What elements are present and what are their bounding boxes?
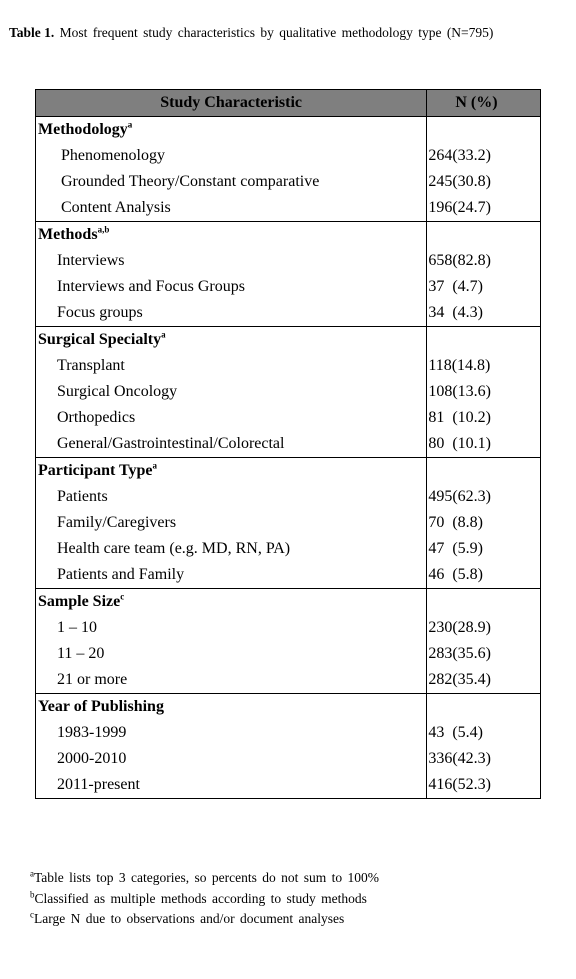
characteristics-table — [35, 89, 541, 799]
table-row — [36, 143, 541, 169]
table-row — [36, 667, 541, 694]
row-value: 81 (10.2) — [427, 405, 541, 431]
group-sample-size — [36, 589, 541, 694]
row-value: 658(82.8) — [427, 248, 541, 274]
row-label: Focus groups — [57, 304, 143, 321]
table-row — [36, 169, 541, 195]
footnote-c: $^c$Large N due to observations and/or document analyses — [30, 909, 345, 926]
row-value: 108(13.6) — [427, 379, 541, 405]
row-label: General/Gastrointestinal/Colorectal — [57, 435, 285, 452]
group-title: Participant Type$^a$ — [38, 460, 158, 479]
row-label: Health care team (e.g. MD, RN, PA) — [57, 540, 291, 557]
row-label: Grounded Theory/Constant comparative — [61, 173, 320, 190]
row-label: 1983-1999 — [57, 724, 127, 741]
table-row — [36, 379, 541, 405]
table-row — [36, 510, 541, 536]
row-label: 2000-2010 — [57, 750, 127, 767]
row-value: 230(28.9) — [427, 615, 541, 641]
table-caption — [9, 25, 569, 41]
row-label: Family/Caregivers — [57, 514, 177, 531]
row-label: 21 or more — [57, 671, 128, 688]
table-row — [36, 615, 541, 641]
group-surgical-specialty — [36, 327, 541, 458]
table-row — [36, 274, 541, 300]
header-n-percent: N (%) — [427, 90, 541, 117]
row-value: 196(24.7) — [427, 195, 541, 222]
footnote-b: $^b$Classified as multiple methods according to study methods — [30, 889, 367, 906]
table-row — [36, 195, 541, 222]
row-label: Patients and Family — [57, 566, 185, 583]
table-row — [36, 746, 541, 772]
table-row — [36, 248, 541, 274]
row-value: 43 (5.4) — [427, 720, 541, 746]
group-title: Year of Publishing — [38, 698, 164, 715]
row-label: Surgical Oncology — [57, 383, 178, 400]
group-title: Methodology$^a$ — [38, 119, 133, 138]
group-participant-type — [36, 458, 541, 589]
row-value: 336(42.3) — [427, 746, 541, 772]
row-label: Interviews and Focus Groups — [57, 278, 245, 295]
row-value: 495(62.3) — [427, 484, 541, 510]
caption-text: Most frequent study characteristics by qualitative methodology type (N=795) — [59, 25, 494, 40]
row-label: 1 – 10 — [57, 619, 97, 636]
row-value: 47 (5.9) — [427, 536, 541, 562]
header-row — [36, 90, 541, 117]
group-title: Methods$^{a,b}$ — [38, 224, 110, 243]
table-row — [36, 431, 541, 458]
table-row — [36, 484, 541, 510]
row-label: 11 – 20 — [57, 645, 105, 662]
row-value: 264(33.2) — [427, 143, 541, 169]
table-row — [36, 300, 541, 327]
group-methodology — [36, 117, 541, 222]
table-row — [36, 641, 541, 667]
table-row — [36, 772, 541, 799]
footnotes — [30, 868, 379, 930]
row-value: 282(35.4) — [427, 667, 541, 694]
row-value: 118(14.8) — [427, 353, 541, 379]
row-value: 46 (5.8) — [427, 562, 541, 589]
table-row — [36, 720, 541, 746]
row-value: 70 (8.8) — [427, 510, 541, 536]
caption-label: Table 1. — [9, 25, 55, 40]
header-study-characteristic: Study Characteristic — [36, 90, 427, 117]
group-title: Sample Size$^c$ — [38, 591, 125, 610]
row-label: Content Analysis — [61, 199, 171, 216]
table-row — [36, 562, 541, 589]
row-label: 2011-present — [57, 776, 140, 793]
table-row — [36, 536, 541, 562]
group-title: Surgical Specialty$^a$ — [38, 329, 166, 348]
row-value: 34 (4.3) — [427, 300, 541, 327]
row-value: 245(30.8) — [427, 169, 541, 195]
row-label: Orthopedics — [57, 409, 136, 426]
table-row — [36, 405, 541, 431]
group-methods — [36, 222, 541, 327]
group-year-of-publishing — [36, 694, 541, 799]
row-value: 37 (4.7) — [427, 274, 541, 300]
row-label: Interviews — [57, 252, 125, 269]
row-value: 283(35.6) — [427, 641, 541, 667]
row-label: Phenomenology — [61, 147, 165, 164]
row-label: Transplant — [57, 357, 125, 374]
table-row — [36, 353, 541, 379]
row-value: 416(52.3) — [427, 772, 541, 799]
footnote-a: $^a$Table lists top 3 categories, so percents do not sum to 100% — [30, 868, 379, 885]
row-value: 80 (10.1) — [427, 431, 541, 458]
row-label: Patients — [57, 488, 108, 505]
